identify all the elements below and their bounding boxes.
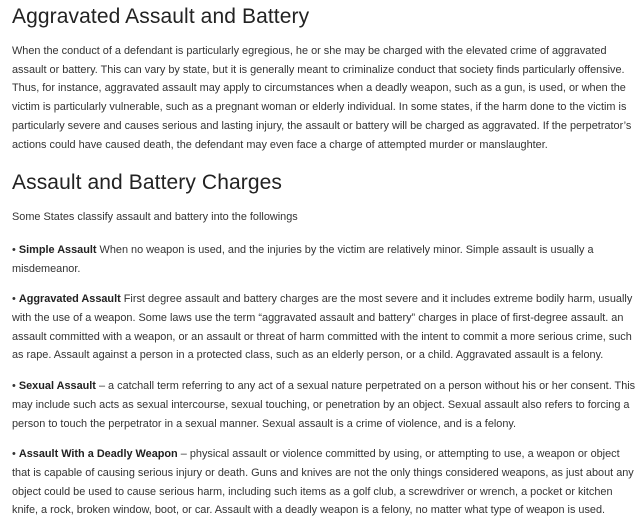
term-deadly-weapon: Assault With a Deadly Weapon: [18, 448, 178, 461]
definition-deadly-weapon: – physical assault or violence committed by using, or attempting to use, a weapon or object that is capable of causing serious injury or death. Guns and knives are not the only things considered weapons, as just about any object could be used to cause serious harm, including such items as a golf club, a screwdriver or wrench, a pocket or kitchen knife, a rock, broken window, boot, or car. Assault with a deadly weapon is a felony, no matter what type of weapon is used.: [12, 448, 634, 517]
list-item-simple-assault: [12, 241, 636, 278]
definition-simple-assault: When no weapon is used, and the injuries by the victim are relatively minor. Simple assault is usually a misdemeanor.: [12, 243, 594, 275]
bullet: •: [12, 380, 16, 393]
definition-sexual-assault: – a catchall term referring to any act of a sexual nature perpetrated on a person without his or her consent. This may include such acts as sexual intercourse, sexual touching, or penetration by an object. Sexual assault also refers to forcing a person to touch the perpetrator in a sexual manner. Sexual assault is a crime of violence, and is a felony.: [12, 380, 636, 430]
section-heading-charges: Assault and Battery Charges: [12, 171, 283, 195]
charges-intro: Some States classify assault and battery into the followings: [12, 211, 298, 224]
section-heading-aggravated-assault: Aggravated Assault and Battery: [12, 5, 310, 28]
bullet: •: [12, 293, 16, 306]
term-simple-assault: Simple Assault: [18, 243, 97, 256]
list-item-sexual-assault: [12, 377, 636, 433]
definition-aggravated-assault: First degree assault and battery charges are the most severe and it includes extreme bodily harm, usually with the use of a weapon. Some laws use the term “aggravated assault and battery” charges in place of first-degree assault. an assault committed with a weapon, or an assault or threat of harm committed with the intent to commit a more serious crime, such as rape. Assault against a person in a protected class, such as an elderly person, or a child. Aggravated assault is a felony.: [12, 293, 633, 362]
aggravated-assault-paragraph: When the conduct of a defendant is particularly egregious, he or she may be charged with the elevated crime of aggravated assault or battery. This can vary by state, but it is generally meant to criminalize conduct that society finds particularly offensive. Thus, for instance, aggravated assault may apply to circumstances when a deadly weapon, such as a gun, is used, or when the victim is particularly vulnerable, such as a pregnant woman or elderly individual. In some states, if the harm done to the victim is particularly severe and causes serious and lasting injury, the assault or battery will be charged as aggravated. If the perpetrator’s actions could have caused death, the defendant may even face a charge of attempted murder or manslaughter.: [12, 45, 632, 151]
term-sexual-assault: Sexual Assault: [18, 380, 96, 393]
list-item-aggravated-assault: [12, 290, 636, 365]
list-item-deadly-weapon: [12, 445, 636, 520]
bullet: •: [12, 243, 16, 256]
bullet: •: [12, 448, 16, 461]
term-aggravated-assault: Aggravated Assault: [18, 293, 121, 306]
